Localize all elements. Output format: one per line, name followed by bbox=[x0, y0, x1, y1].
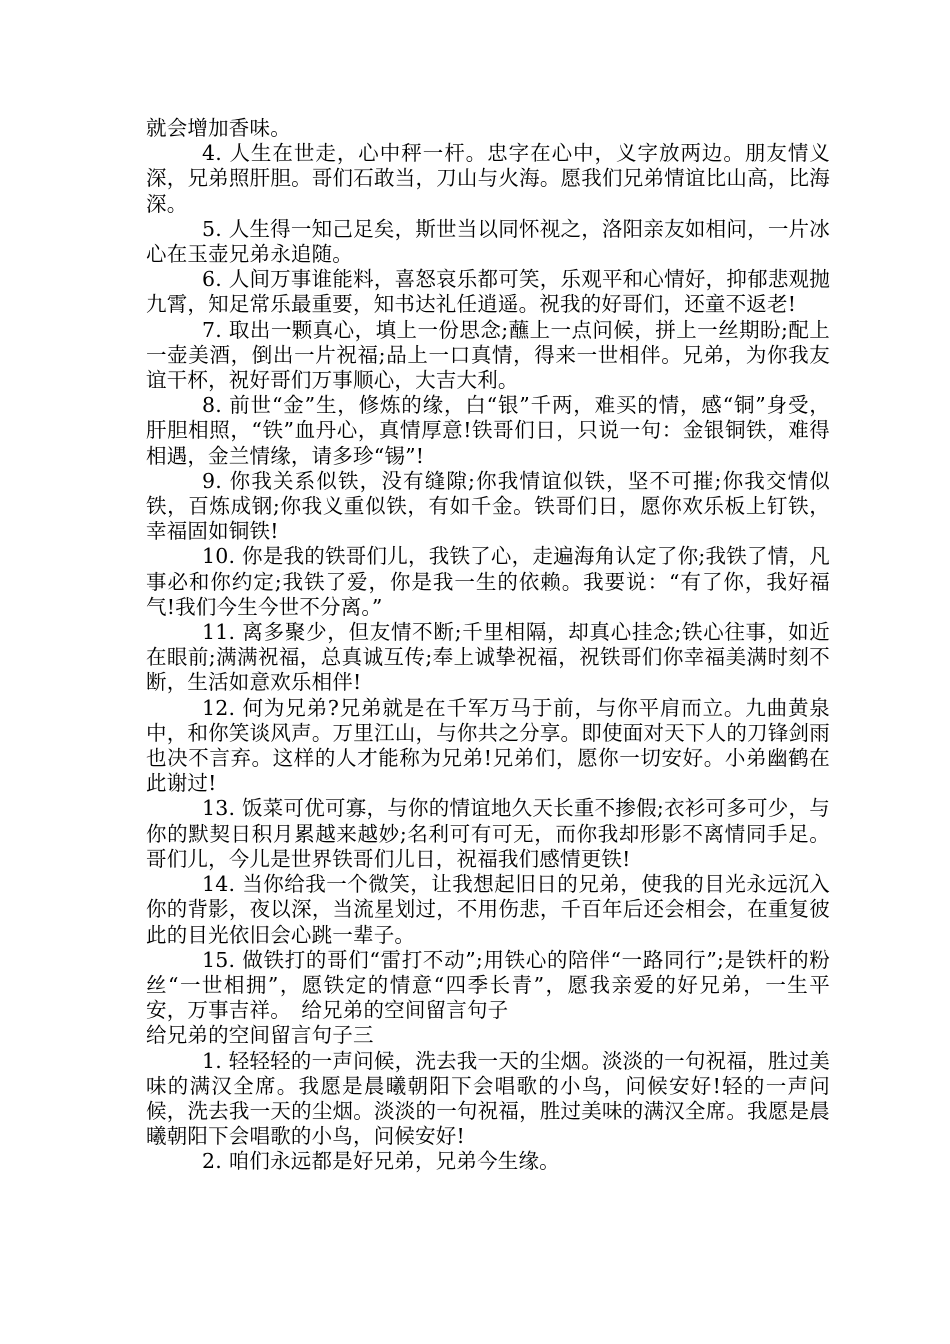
paragraph-item-4: 4. 人生在世走，心中秤一杆。忠字在心中，义字放两边。朋友情义深，兄弟照肝胆。哥们石敢当，刀山与火海。愿我们兄弟情谊比山高，比海深。 bbox=[146, 141, 830, 216]
document-body bbox=[146, 116, 830, 1175]
paragraph-item-9: 9. 你我关系似铁，没有缝隙;你我情谊似铁，坚不可摧;你我交情似铁，百炼成钢;你我义重似铁，有如千金。铁哥们日，愿你欢乐板上钉铁，幸福固如铜铁! bbox=[146, 468, 830, 544]
paragraph-item-7: 7. 取出一颗真心，填上一份思念;蘸上一点问候，拼上一丝期盼;配上一壶美酒，倒出一片祝福;品上一口真情，得来一世相伴。兄弟，为你我友谊干杯，祝好哥们万事顺心，大吉大利。 bbox=[146, 317, 830, 393]
paragraph-item-8: 8. 前世“金”生，修炼的缘，白“银”千两，难买的情，感“铜”身受，肝胆相照，“铁”血丹心，真情厚意!铁哥们日，只说一句：金银铜铁，难得相遇，金兰情缘，请多珍“锡”! bbox=[146, 393, 830, 468]
paragraph-item-1: 1. 轻轻轻的一声问候，洗去我一天的尘烟。淡淡的一句祝福，胜过美味的满汉全席。我愿是晨曦朝阳下会唱歌的小鸟，问候安好!轻的一声问候，洗去我一天的尘烟。淡淡的一句祝福，胜过美味的满汉全席。我愿是晨曦朝阳下会唱歌的小鸟，问候安好! bbox=[146, 1048, 830, 1149]
paragraph-item-2: 2. 咱们永远都是好兄弟，兄弟今生缘。 bbox=[202, 1149, 560, 1174]
section-heading: 给兄弟的空间留言句子三 bbox=[146, 1023, 374, 1048]
paragraph-item-15: 15. 做铁打的哥们“雷打不动”;用铁心的陪伴“一路同行”;是铁杆的粉丝“一世相拥”，愿铁定的情意“四季长青”，愿我亲爱的好兄弟，一生平安，万事吉祥。 给兄弟的空间留言句子 bbox=[146, 947, 830, 1023]
paragraph-item-6: 6. 人间万事谁能料，喜怒哀乐都可笑，乐观平和心情好，抑郁悲观抛九霄，知足常乐最重要，知书达礼任逍遥。祝我的好哥们，还童不返老! bbox=[146, 267, 830, 317]
paragraph-item-10: 10. 你是我的铁哥们儿，我铁了心，走遍海角认定了你;我铁了情，凡事必和你约定;我铁了爱，你是我一生的依赖。我要说：“有了你，我好福气!我们今生今世不分离。” bbox=[146, 544, 830, 619]
paragraph-item-13: 13. 饭菜可优可寡，与你的情谊地久天长重不掺假;衣衫可多可少，与你的默契日积月累越来越妙;名利可有可无，而你我却形影不离情同手足。哥们儿，今儿是世界铁哥们儿日，祝福我们感情更铁! bbox=[146, 796, 830, 871]
paragraph-item-11: 11. 离多聚少，但友情不断;千里相隔，却真心挂念;铁心往事，如近在眼前;满满祝福，总真诚互传;奉上诚挚祝福，祝铁哥们你幸福美满时刻不断，生活如意欢乐相伴! bbox=[146, 620, 830, 695]
paragraph-item-12: 12. 何为兄弟?兄弟就是在千军万马于前，与你平肩而立。九曲黄泉中，和你笑谈风声。万里江山，与你共之分享。即使面对天下人的刀锋剑雨也决不言弃。这样的人才能称为兄弟!兄弟们，愿你一切安好。小弟幽鹤在此谢过! bbox=[146, 695, 830, 796]
paragraph-continuation: 就会增加香味。 bbox=[146, 116, 291, 140]
paragraph-item-14: 14. 当你给我一个微笑，让我想起旧日的兄弟，使我的目光永远沉入你的背影，夜以深，当流星划过，不用伤悲，千百年后还会相会，在重复彼此的目光依旧会心跳一辈子。 bbox=[146, 872, 830, 947]
paragraph-item-5: 5. 人生得一知己足矣，斯世当以同怀视之，洛阳亲友如相问，一片冰心在玉壶兄弟永追随。 bbox=[146, 216, 830, 267]
